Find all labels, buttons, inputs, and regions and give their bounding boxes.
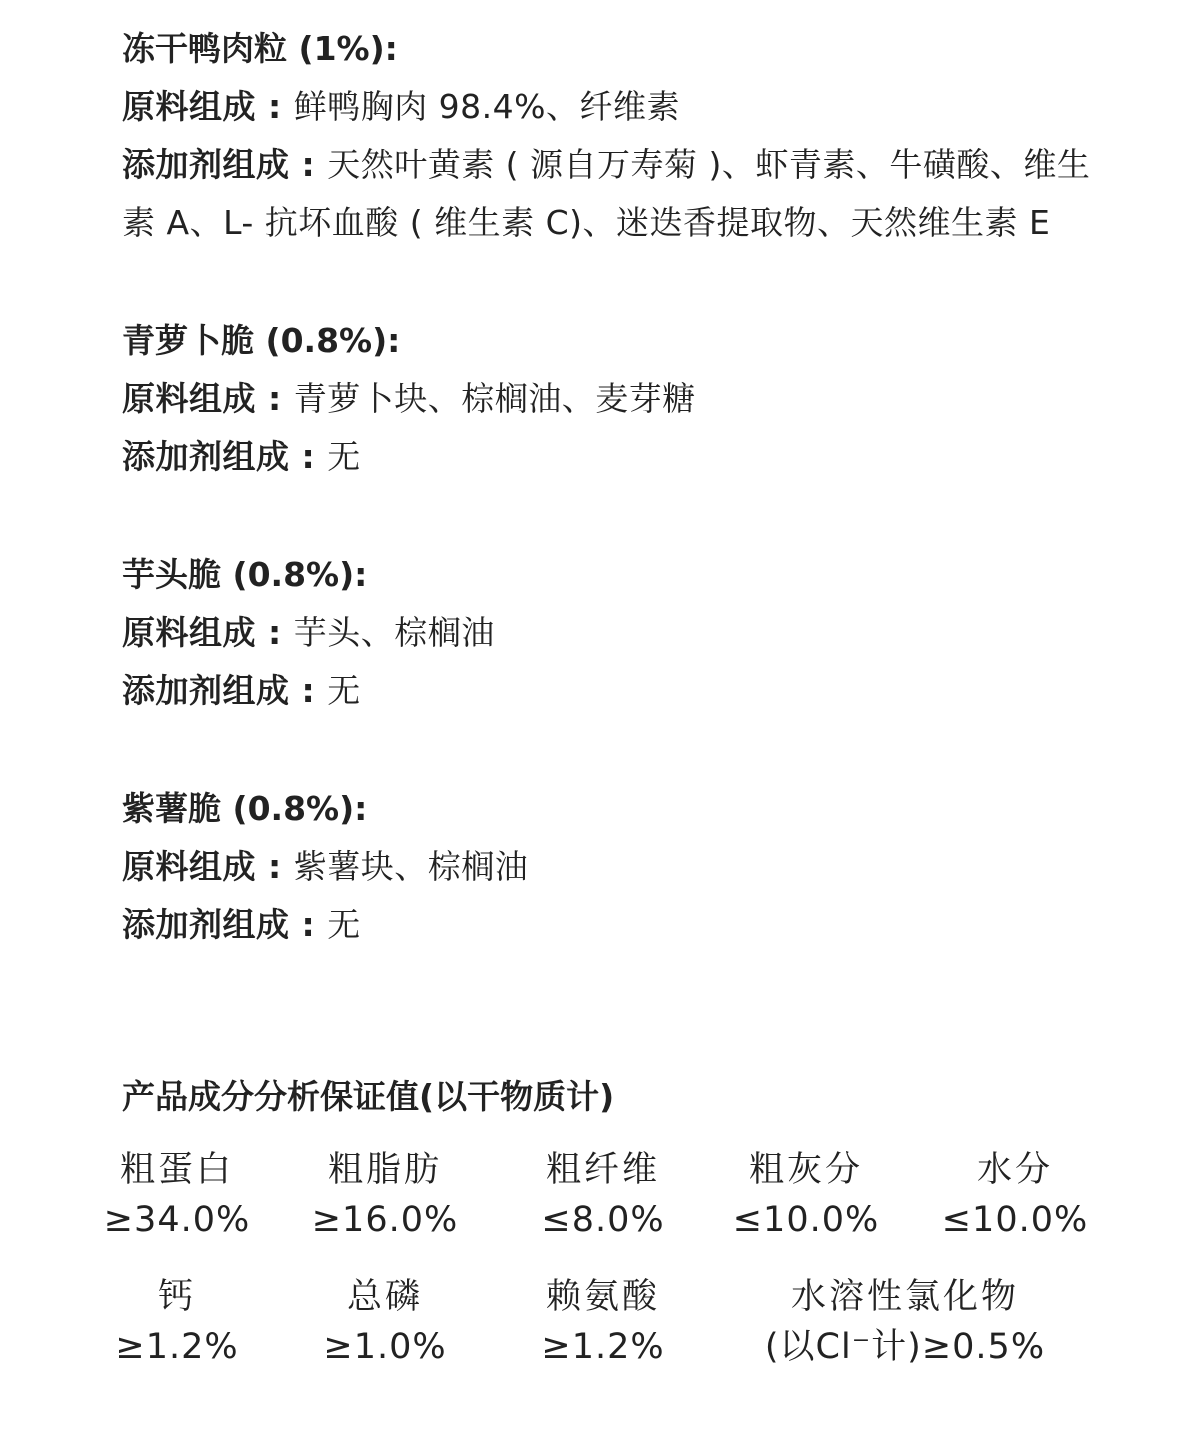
ingredients-value: 芋头、棕榈油	[293, 613, 495, 652]
analysis-item-crude-fiber	[503, 1145, 703, 1245]
additives-label: 添加剂组成 :	[122, 437, 328, 476]
analysis-value: ≤10.0%	[941, 1200, 1089, 1240]
additives-line	[122, 428, 1122, 486]
additives-value: 无	[327, 671, 361, 710]
analysis-item-water-soluble-chloride	[745, 1272, 1065, 1372]
analysis-item-lysine	[503, 1272, 703, 1372]
ingredients-line	[122, 838, 1122, 896]
analysis-value: ≥16.0%	[311, 1200, 459, 1240]
section-radish	[122, 312, 1122, 486]
ingredients-label: 原料组成 :	[122, 613, 294, 652]
analysis-label: 粗灰分	[748, 1150, 863, 1190]
analysis-label: 粗脂肪	[327, 1150, 442, 1190]
analysis-title: 产品成分分析保证值(以干物质计)	[122, 1077, 615, 1116]
additives-value: 天然叶黄素 ( 源自万寿菊 )、虾青素、牛磺酸、维生素 A、L- 抗坏血酸 ( 维生素 C)、迷迭香提取物、天然维生素 E	[122, 145, 1091, 242]
additives-value: 无	[327, 905, 361, 944]
analysis-label: 水溶性氯化物	[790, 1277, 1019, 1317]
section-title: 冻干鸭肉粒 (1%):	[122, 29, 398, 68]
additives-label: 添加剂组成 :	[122, 145, 328, 184]
ingredients-label: 原料组成 :	[122, 847, 294, 886]
ingredients-value: 紫薯块、棕榈油	[293, 847, 529, 886]
additives-line	[122, 896, 1122, 954]
additives-label: 添加剂组成 :	[122, 671, 328, 710]
analysis-label: 总磷	[346, 1277, 423, 1317]
analysis-value: ≥1.2%	[541, 1327, 665, 1367]
section-title: 青萝卜脆 (0.8%):	[122, 321, 401, 360]
analysis-item-crude-fat	[285, 1145, 485, 1245]
ingredient-sections	[122, 20, 1122, 954]
analysis-label: 水分	[976, 1150, 1053, 1190]
ingredients-label: 原料组成 :	[122, 379, 294, 418]
ingredients-line	[122, 370, 1122, 428]
ingredients-line	[122, 78, 1122, 136]
analysis-label: 粗纤维	[545, 1150, 660, 1190]
section-purple-potato	[122, 780, 1122, 954]
additives-line	[122, 662, 1122, 720]
analysis-item-total-phosphorus	[285, 1272, 485, 1372]
analysis-value: (以Cl⁻计)≥0.5%	[764, 1327, 1046, 1367]
analysis-label: 钙	[157, 1277, 196, 1317]
additives-value: 无	[327, 437, 361, 476]
analysis-value: ≤10.0%	[732, 1200, 880, 1240]
analysis-value: ≥1.0%	[323, 1327, 447, 1367]
analysis-value: ≤8.0%	[541, 1200, 665, 1240]
analysis-item-moisture	[915, 1145, 1115, 1245]
analysis-value: ≥1.2%	[115, 1327, 239, 1367]
ingredients-line	[122, 604, 1122, 662]
section-title: 芋头脆 (0.8%):	[122, 555, 368, 594]
additives-line	[122, 136, 1097, 252]
section-duck	[122, 20, 1122, 252]
ingredients-value: 鲜鸭胸肉 98.4%、纤维素	[293, 87, 681, 126]
additives-label: 添加剂组成 :	[122, 905, 328, 944]
section-taro	[122, 546, 1122, 720]
analysis-item-calcium	[77, 1272, 277, 1372]
analysis-item-crude-ash	[706, 1145, 906, 1245]
analysis-label: 赖氨酸	[545, 1277, 660, 1317]
analysis-value: ≥34.0%	[103, 1200, 251, 1240]
analysis-label: 粗蛋白	[119, 1150, 234, 1190]
analysis-item-crude-protein	[77, 1145, 277, 1245]
ingredients-value: 青萝卜块、棕榈油、麦芽糖	[293, 379, 696, 418]
ingredients-label: 原料组成 :	[122, 87, 294, 126]
section-title: 紫薯脆 (0.8%):	[122, 789, 368, 828]
